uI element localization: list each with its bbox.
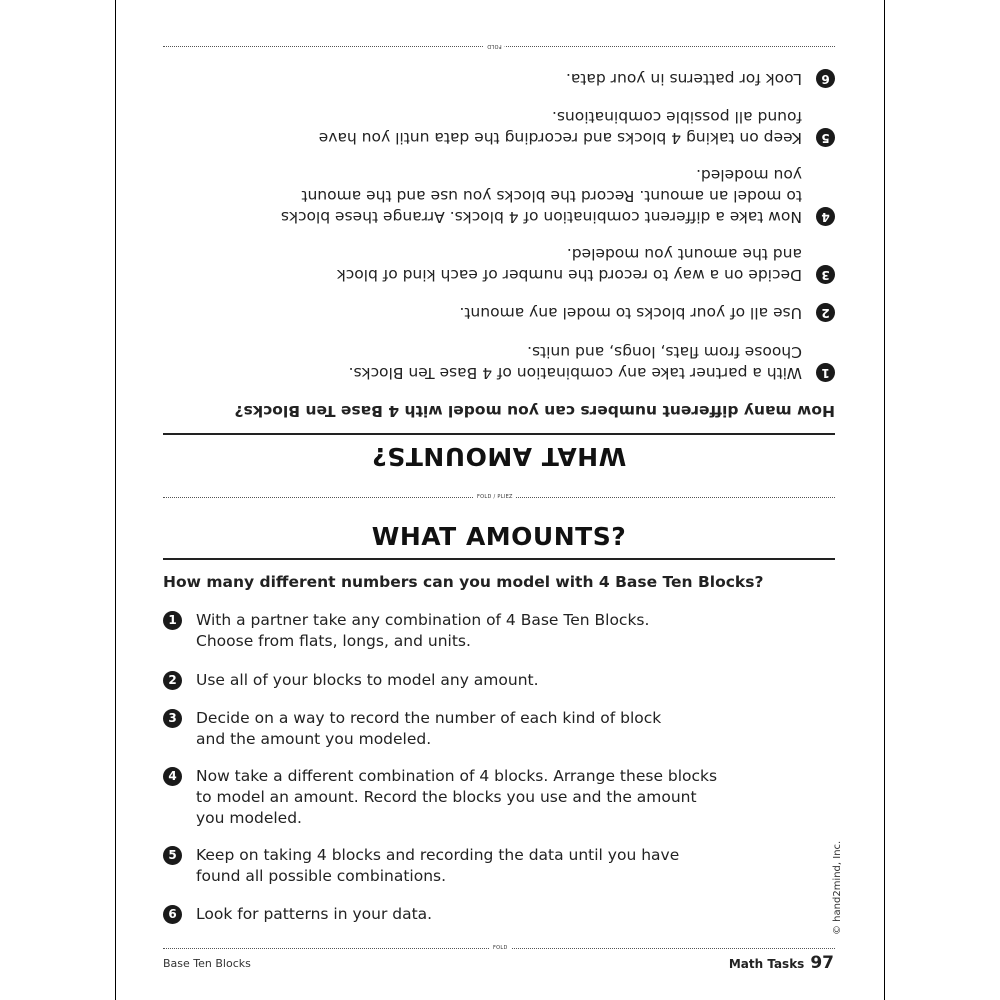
step-text: With a partner take any combination of 4 Base Ten Blocks. (196, 611, 650, 629)
step-number-badge: 4 (163, 767, 182, 786)
worksheet-title: WHAT AMOUNTS? (371, 522, 627, 551)
step-text: With a partner take any combination of 4 Base Ten Blocks. (348, 364, 802, 382)
step-text: Now take a different combination of 4 blocks. Arrange these blocks (280, 208, 802, 226)
step-text: Choose from flats, longs, and units. (527, 343, 802, 361)
footer-section-label: Base Ten Blocks (163, 957, 251, 970)
step-text: Keep on taking 4 blocks and recording the data until you have (196, 846, 680, 864)
step-text: Look for patterns in your data. (565, 70, 802, 88)
step-number-badge: 1 (816, 363, 835, 382)
step-number-badge: 2 (816, 303, 835, 322)
worksheet-question: How many different numbers can you model with 4 Base Ten Blocks? (163, 573, 764, 591)
step-text: Decide on a way to record the number of each kind of block (336, 266, 802, 284)
step-number-badge: 1 (163, 611, 182, 630)
step-text: and the amount you modeled. (566, 245, 802, 263)
step-text: and the amount you modeled. (196, 730, 432, 748)
step-text: to model an amount. Record the blocks you use and the amount (196, 788, 697, 806)
step-text: Look for patterns in your data. (196, 905, 433, 923)
step-text: Now take a different combination of 4 blocks. Arrange these blocks (196, 767, 718, 785)
step-text: to model an amount. Record the blocks you use and the amount (301, 187, 802, 205)
step-text: Choose from flats, longs, and units. (196, 632, 471, 650)
page-border-right (884, 0, 885, 1000)
step-text: you modeled. (196, 809, 302, 827)
step-number-badge: 3 (163, 709, 182, 728)
fold-label-top: FOLD (484, 43, 505, 49)
worksheet-title: WHAT AMOUNTS? (371, 442, 627, 471)
footer-book-title (729, 953, 834, 973)
copyright-notice: © hand2mind, Inc. (832, 840, 843, 935)
step-text: Use all of your blocks to model any amount. (196, 671, 539, 689)
step-number-badge: 6 (816, 69, 835, 88)
step-text: Decide on a way to record the number of each kind of block (196, 709, 662, 727)
step-text: you modeled. (696, 166, 802, 184)
step-text: found all possible combinations. (551, 108, 802, 126)
title-rule (163, 433, 835, 435)
step-number-badge: 2 (163, 671, 182, 690)
step-number-badge: 5 (816, 128, 835, 147)
footer-book-name: Math Tasks (728, 957, 805, 971)
step-number-badge: 5 (163, 846, 182, 865)
step-text: Keep on taking 4 blocks and recording the data until you have (318, 129, 802, 147)
fold-label-bottom: FOLD (490, 945, 511, 951)
worksheet-question: How many different numbers can you model with 4 Base Ten Blocks? (234, 402, 835, 420)
step-text: Use all of your blocks to model any amount. (459, 304, 802, 322)
step-number-badge: 3 (816, 265, 835, 284)
step-number-badge: 6 (163, 905, 182, 924)
step-number-badge: 4 (816, 207, 835, 226)
step-text: found all possible combinations. (196, 867, 447, 885)
worksheet-panel (163, 500, 835, 945)
page-number: 97 (810, 953, 834, 973)
worksheet-panel-upside-down (163, 48, 835, 493)
page-border-left (115, 0, 116, 1000)
title-rule (163, 558, 835, 560)
fold-label-middle: FOLD / PLIEZ (474, 494, 516, 500)
